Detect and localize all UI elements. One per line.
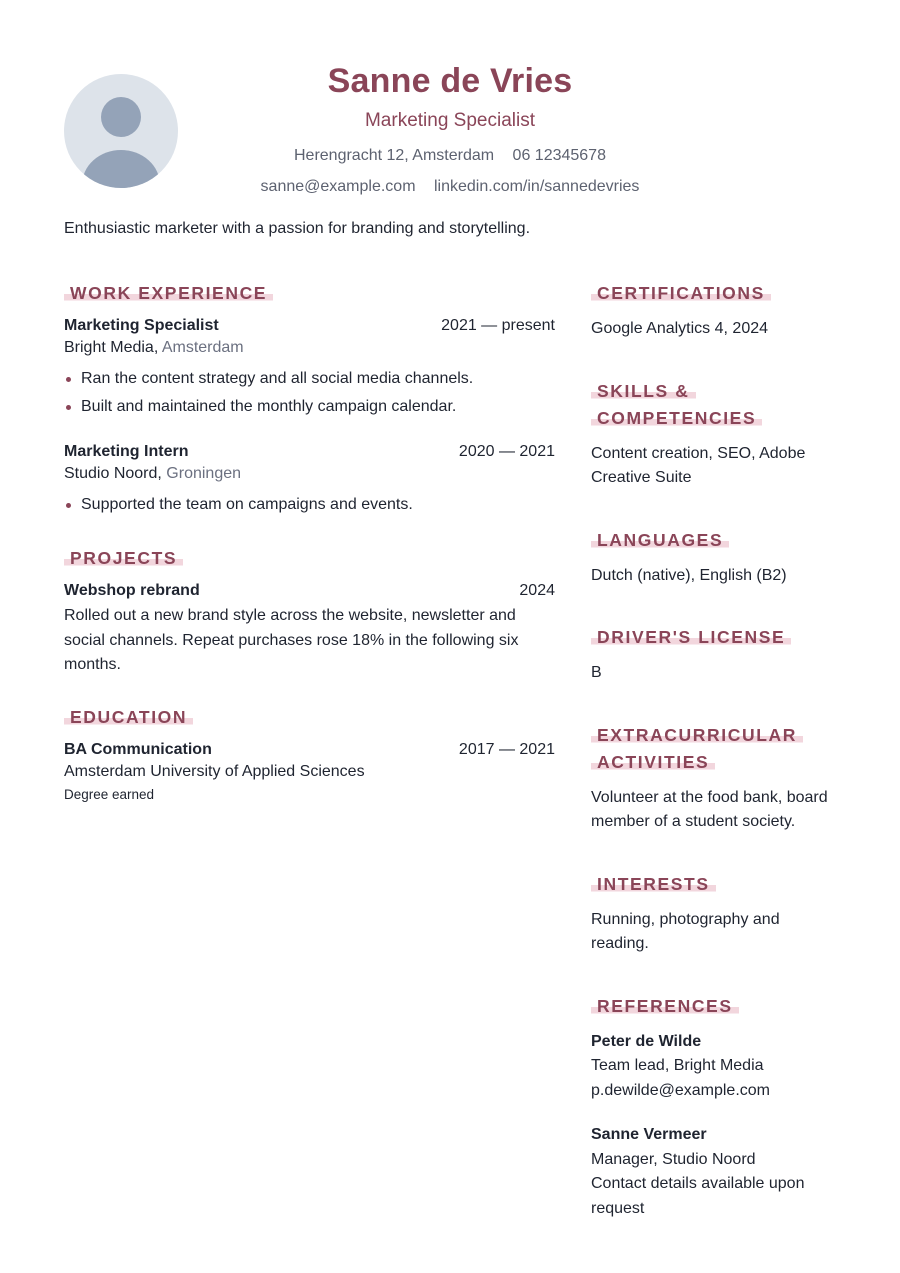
license-text: B [591,664,602,681]
work-entry [64,317,555,421]
phone: 06 12345678 [512,147,606,164]
work-experience-section [64,280,555,519]
languages-text: Dutch (native), English (B2) [591,566,787,584]
list-item: Ran the content strategy and all social media channels. [64,365,555,393]
project-date: 2024 [519,582,555,599]
skills-section [591,378,836,491]
references-section [591,993,836,1222]
job-bullets [64,365,555,421]
section-title: REFERENCES [591,996,739,1016]
section-title: SKILLS & COMPETENCIES [591,381,762,428]
contact-row-online [0,178,900,196]
company-location: Groningen [166,465,242,482]
work-entry [64,443,555,519]
section-title: DRIVER'S LICENSE [591,627,791,647]
interests-section [591,871,836,957]
section-title: INTERESTS [591,874,716,894]
extracurricular-section [591,722,836,835]
education-dates: 2017 — 2021 [458,740,555,758]
main-column [64,280,555,828]
languages-section [591,527,836,589]
candidate-role: Marketing Specialist [364,110,536,131]
reference-entry [591,1123,836,1221]
list-item: Supported the team on campaigns and events. [64,491,555,519]
section-title: CERTIFICATIONS [591,283,771,303]
sidebar-column [591,280,836,1257]
section-title: LANGUAGES [591,530,729,550]
certifications-text: Google Analytics 4, 2024 [591,320,769,337]
project-description: Rolled out a new brand style across the website, newsletter and social channels. Repeat purchases rose 18% in the following six months. [64,607,519,673]
school-name: Amsterdam University of Applied Sciences [64,762,365,780]
degree-name: BA Communication [64,740,212,758]
drivers-license-section [591,624,836,686]
project-name: Webshop rebrand [64,582,200,599]
linkedin-link[interactable]: linkedin.com/in/sannedevries [433,178,640,195]
section-title: PROJECTS [64,548,183,568]
company-name: Bright Media, [64,339,159,356]
certifications-section [591,280,836,342]
education-entry [64,741,555,802]
reference-name: Peter de Wilde [591,1032,702,1050]
list-item: Built and maintained the monthly campaign calendar. [64,393,555,421]
interests-text: Running, photography and reading. [591,910,780,952]
degree-status: Degree earned [64,786,155,802]
contact-row-address [0,147,900,165]
address: Herengracht 12, Amsterdam [294,147,495,164]
reference-contact: p.dewilde@example.com [591,1081,770,1099]
reference-entry [591,1030,836,1104]
skills-text: Content creation, SEO, Adobe Creative Suite [591,444,806,486]
project-entry [64,582,555,678]
reference-position: Manager, Studio Noord [591,1150,756,1168]
company-location: Amsterdam [161,339,244,356]
job-dates: 2020 — 2021 [458,443,555,460]
reference-name: Sanne Vermeer [591,1126,707,1143]
reference-position: Team lead, Bright Media [591,1057,764,1074]
candidate-name: Sanne de Vries [327,62,573,100]
job-title: Marketing Intern [64,443,189,460]
reference-contact: Contact details available upon request [591,1175,805,1217]
section-title: EDUCATION [64,707,193,727]
employer [64,465,555,483]
section-title: EXTRACURRICULAR ACTIVITIES [591,725,803,772]
projects-section [64,545,555,678]
job-title: Marketing Specialist [64,317,219,334]
profile-summary: Enthusiastic marketer with a passion for branding and storytelling. [64,220,531,237]
company-name: Studio Noord, [64,465,162,482]
education-section [64,704,555,802]
section-title: WORK EXPERIENCE [64,283,273,303]
email-link[interactable]: sanne@example.com [260,178,416,195]
employer [64,339,555,357]
job-bullets [64,491,555,519]
job-dates: 2021 — present [441,317,555,334]
extracurricular-text: Volunteer at the food bank, board member of a student society. [591,788,828,830]
